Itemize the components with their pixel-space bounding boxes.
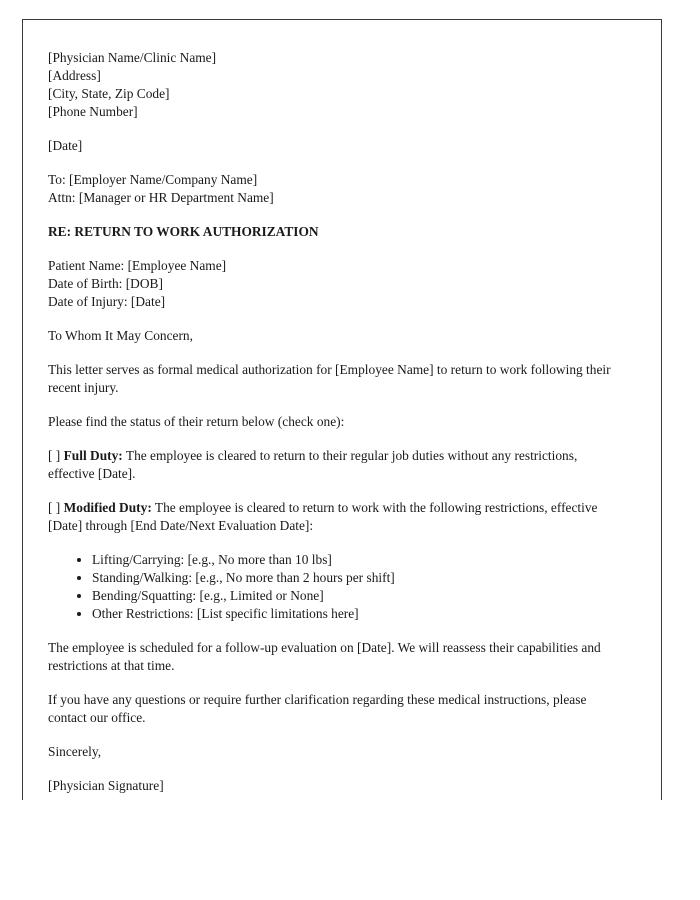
restriction-bending: • Bending/Squatting: [e.g., Limited or None] bbox=[92, 587, 625, 605]
sender-city-state-zip: [City, State, Zip Code] bbox=[48, 86, 170, 101]
full-duty-checkbox: [ ] bbox=[48, 448, 64, 463]
intro-paragraph: This letter serves as formal medical authorization for [Employee Name] to return to work following their recent injury. bbox=[48, 362, 611, 395]
full-duty-label: Full Duty: bbox=[63, 448, 123, 463]
status-prompt: Please find the status of their return below (check one): bbox=[48, 414, 345, 429]
patient-info-block bbox=[48, 257, 625, 311]
closing-note-paragraph: If you have any questions or require further clarification regarding these medical instructions, please contact our office. bbox=[48, 692, 587, 725]
modified-duty-text: The employee is cleared to return to work with the following restrictions, effective [Date] through [End Date/Next Evaluation Date]: bbox=[48, 500, 598, 533]
patient-name-line: Patient Name: [Employee Name] bbox=[48, 258, 227, 273]
sender-clinic-name: [Physician Name/Clinic Name] bbox=[48, 50, 217, 65]
full-duty-text: The employee is cleared to return to their regular job duties without any restrictions, effective [Date]. bbox=[48, 448, 578, 481]
restrictions-list bbox=[48, 551, 625, 623]
option-modified-duty bbox=[48, 499, 625, 535]
physician-signature: [Physician Signature] bbox=[48, 778, 164, 793]
signoff: Sincerely, bbox=[48, 744, 102, 759]
salutation: To Whom It May Concern, bbox=[48, 328, 193, 343]
sender-phone: [Phone Number] bbox=[48, 104, 138, 119]
recipient-to-line: To: [Employer Name/Company Name] bbox=[48, 172, 258, 187]
option-full-duty bbox=[48, 447, 625, 483]
patient-dob-line: Date of Birth: [DOB] bbox=[48, 276, 163, 291]
sender-block bbox=[48, 49, 625, 121]
subject-line: RE: RETURN TO WORK AUTHORIZATION bbox=[48, 224, 319, 239]
recipient-block bbox=[48, 171, 625, 207]
modified-duty-label: Modified Duty: bbox=[63, 500, 152, 515]
sender-address: [Address] bbox=[48, 68, 101, 83]
restriction-lifting: • Lifting/Carrying: [e.g., No more than 10 lbs] bbox=[92, 551, 625, 569]
modified-duty-checkbox: [ ] bbox=[48, 500, 64, 515]
return-to-work-letter bbox=[48, 49, 625, 795]
restriction-standing: • Standing/Walking: [e.g., No more than 2 hours per shift] bbox=[92, 569, 625, 587]
recipient-attn-line: Attn: [Manager or HR Department Name] bbox=[48, 190, 274, 205]
letter-page bbox=[22, 19, 662, 800]
patient-injury-date-line: Date of Injury: [Date] bbox=[48, 294, 166, 309]
restriction-other: • Other Restrictions: [List specific limitations here] bbox=[92, 605, 625, 623]
letter-date: [Date] bbox=[48, 138, 83, 153]
followup-paragraph: The employee is scheduled for a follow-up evaluation on [Date]. We will reassess their capabilities and restrictions at that time. bbox=[48, 640, 601, 673]
